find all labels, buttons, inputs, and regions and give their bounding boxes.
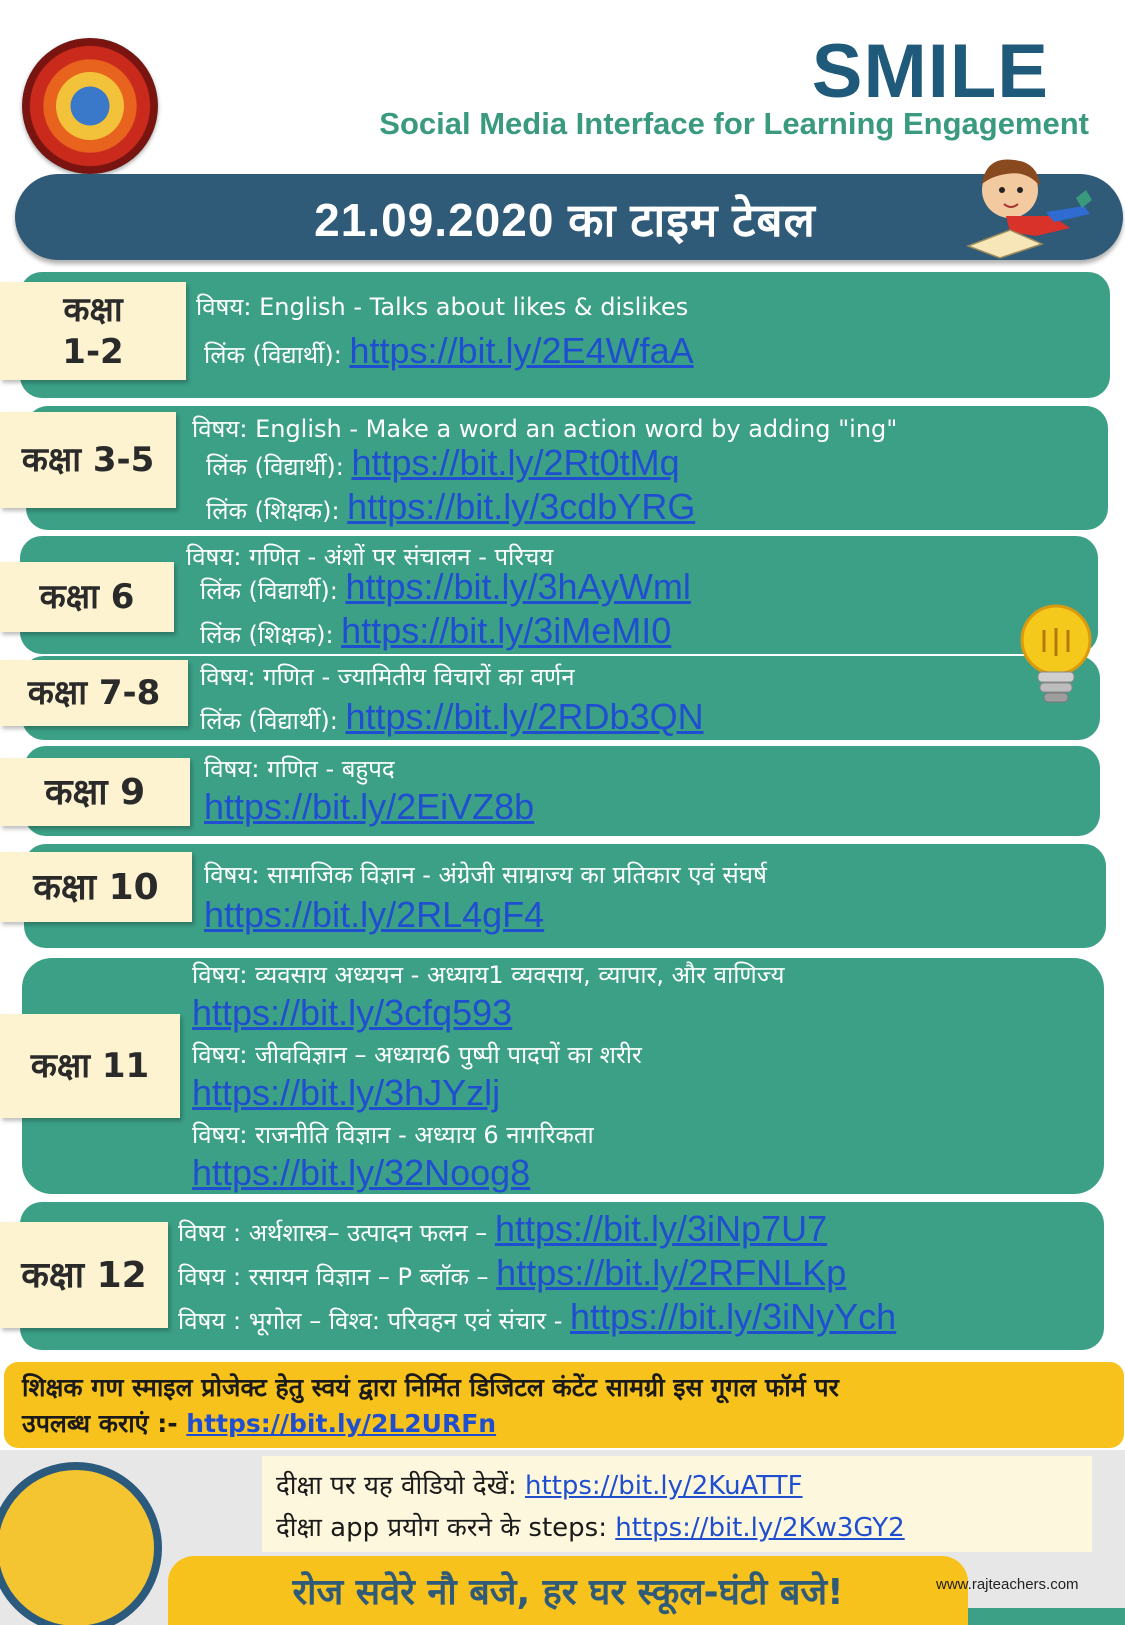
diksha-video-line: दीक्षा पर यह वीडियो देखें: https://bit.ly/2KuATTF — [276, 1471, 803, 1501]
subject-line: विषय: जीवविज्ञान – अध्याय6 पुष्पी पादपों का शरीर — [192, 1041, 642, 1069]
google-form-link[interactable]: https://bit.ly/2L2URFn — [186, 1409, 497, 1438]
student-link[interactable]: https://bit.ly/32Noog8 — [192, 1152, 531, 1193]
class-tab — [0, 660, 188, 726]
student-link[interactable]: https://bit.ly/2RL4gF4 — [204, 894, 545, 935]
diksha-steps-line: दीक्षा app प्रयोग करने के steps: https://bit.ly/2Kw3GY2 — [276, 1513, 905, 1543]
class-tab-label: कक्षा 10 — [33, 866, 159, 908]
diksha-steps-link[interactable]: https://bit.ly/2Kw3GY2 — [615, 1513, 905, 1543]
link-line — [192, 1072, 500, 1114]
link-line: लिंक (शिक्षक): https://bit.ly/3cdbYRG — [206, 486, 696, 527]
class-row-11 — [22, 958, 1104, 1194]
link-line — [204, 786, 534, 828]
student-link[interactable]: https://bit.ly/2EiVZ8b — [204, 786, 535, 827]
lightbulb-icon — [1018, 600, 1094, 710]
subject-line: विषय: English - Make a word an action word by adding "ing" — [192, 415, 898, 443]
student-link[interactable]: https://bit.ly/2RDb3QN — [345, 696, 704, 737]
link-line — [192, 1152, 530, 1194]
student-link[interactable]: https://bit.ly/3cfq593 — [192, 992, 513, 1033]
teacher-notice — [4, 1362, 1124, 1448]
website-url[interactable]: www.rajteachers.com — [936, 1576, 1079, 1593]
class-tab-label: कक्षा 12 — [21, 1254, 147, 1296]
subject-line: विषय: गणित - अंशों पर संचालन - परिचय — [186, 543, 554, 571]
class-tab — [0, 412, 176, 508]
page-title: SMILE — [811, 29, 1049, 114]
class-tab — [0, 562, 174, 632]
link-line: लिंक (शिक्षक): https://bit.ly/3iMeMI0 — [200, 610, 672, 651]
geography-link[interactable]: https://bit.ly/3iNyYch — [570, 1296, 897, 1337]
teacher-link[interactable]: https://bit.ly/3cdbYRG — [347, 486, 696, 527]
subject-line: विषय: English - Talks about likes & dislikes — [196, 293, 689, 321]
student-link[interactable]: https://bit.ly/2E4WfaA — [349, 330, 694, 371]
class-tab-label: कक्षा 6 — [39, 576, 135, 617]
link-line: लिंक (विद्यार्थी): https://bit.ly/3hAyWml — [200, 566, 691, 607]
slogan-text: रोज सवेरे नौ बजे, हर घर स्कूल-घंटी बजे! — [292, 1572, 844, 1613]
class-tab-label: कक्षा 1-2 — [62, 289, 124, 372]
slogan-banner — [168, 1556, 968, 1625]
class-tab-label: कक्षा 3-5 — [21, 439, 155, 480]
bottom-strip — [968, 1608, 1125, 1625]
link-line — [192, 992, 512, 1034]
subject-link-line: विषय : भूगोल – विश्व: परिवहन एवं संचार - https://bit.ly/3iNyYch — [178, 1296, 897, 1337]
link-line: लिंक (विद्यार्थी): https://bit.ly/2RDb3QN — [200, 696, 704, 737]
link-line: लिंक (विद्यार्थी): https://bit.ly/2E4WfaA — [204, 330, 694, 371]
class-tab-label: कक्षा 11 — [30, 1045, 150, 1086]
subject-link-line: विषय : रसायन विज्ञान – P ब्लॉक – https://bit.ly/2RFNLKp — [178, 1252, 847, 1293]
student-link[interactable]: https://bit.ly/3hJYzlj — [192, 1072, 501, 1113]
date-title: 21.09.2020 का टाइम टेबल — [314, 194, 816, 246]
class-tab — [0, 1222, 168, 1328]
class-tab — [0, 852, 192, 922]
class-tab-label: कक्षा 9 — [44, 771, 146, 813]
education-department-logo — [22, 38, 158, 174]
student-link[interactable]: https://bit.ly/3hAyWml — [345, 566, 691, 607]
subject-line: विषय: सामाजिक विज्ञान - अंग्रेजी साम्राज्य का प्रतिकार एवं संघर्ष — [204, 861, 767, 889]
subject-link-line: विषय : अर्थशास्त्र– उत्पादन फलन – https://bit.ly/3iNp7U7 — [178, 1208, 828, 1249]
chemistry-link[interactable]: https://bit.ly/2RFNLKp — [496, 1252, 847, 1293]
link-line — [204, 894, 544, 936]
class-tab-label: कक्षा 7-8 — [27, 672, 161, 713]
link-line: लिंक (विद्यार्थी): https://bit.ly/2Rt0tMq — [206, 442, 680, 483]
student-link[interactable]: https://bit.ly/2Rt0tMq — [351, 442, 680, 483]
subject-line: विषय: राजनीति विज्ञान - अध्याय 6 नागरिकता — [192, 1121, 594, 1149]
economics-link[interactable]: https://bit.ly/3iNp7U7 — [494, 1208, 828, 1249]
subject-line: विषय: गणित - ज्यामितीय विचारों का वर्णन — [200, 663, 575, 691]
notice-line-2: उपलब्ध कराएं :- https://bit.ly/2L2URFn — [22, 1409, 497, 1438]
subject-line: विषय: गणित - बहुपद — [204, 755, 395, 783]
diksha-info — [262, 1456, 1092, 1552]
teacher-link[interactable]: https://bit.ly/3iMeMI0 — [341, 610, 672, 651]
class-tab — [0, 1014, 180, 1118]
class-tab — [0, 282, 186, 380]
date-banner — [15, 174, 1123, 260]
diksha-video-link[interactable]: https://bit.ly/2KuATTF — [525, 1471, 803, 1501]
notice-line-1: शिक्षक गण स्माइल प्रोजेक्ट हेतु स्वयं द्वारा निर्मित डिजिटल कंटेंट सामग्री इस गूगल फॉर्म पर — [22, 1373, 839, 1402]
page-subtitle: Social Media Interface for Learning Engagement — [379, 106, 1089, 141]
reading-child-illustration — [966, 150, 1096, 262]
subject-line: विषय: व्यवसाय अध्ययन - अध्याय1 व्यवसाय, व्यापार, और वाणिज्य — [192, 961, 785, 989]
class-tab — [0, 758, 190, 826]
